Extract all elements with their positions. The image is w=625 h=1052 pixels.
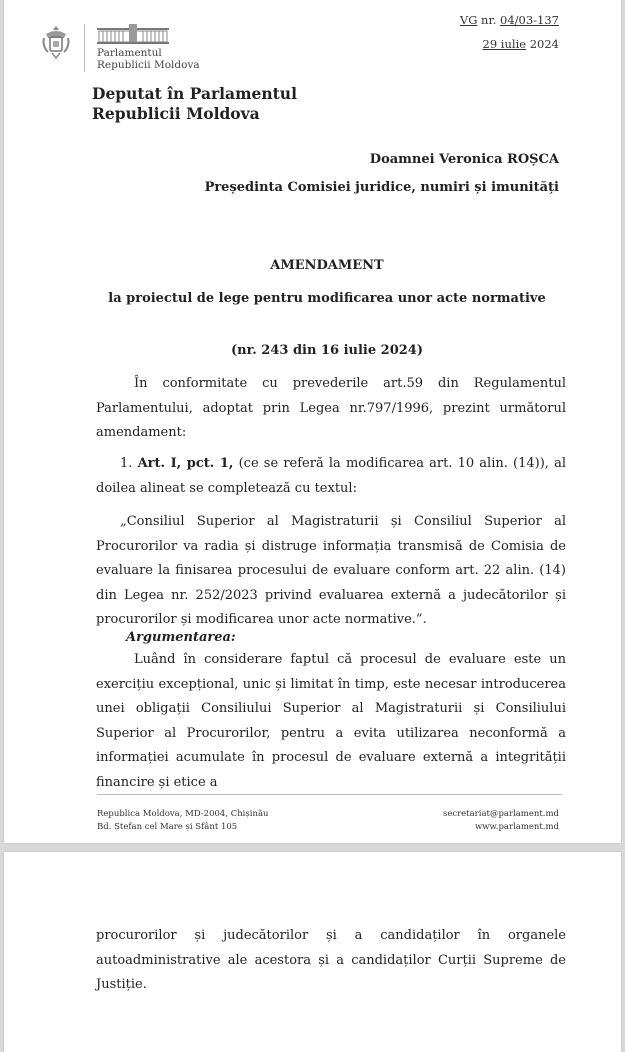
reference-number: VG nr. 04/03-137 xyxy=(459,13,559,27)
argument-paragraph: Luând în considerare faptul că procesul de evaluare este un exercițiu excepțional, unic și limitat în timp, este necesar introducerea unei obligații Consiliului Superior al Magistraturii și Consiliului Superior al Procurorilor, pentru a evita utilizarea neconformă a informației acumulate în procesul de evaluare externă a integrității financire și etice a xyxy=(96,652,566,790)
amendment-item: 1. Art. I, pct. 1, (ce se referă la modificarea art. 10 alin. (14)), al doilea alineat se completează cu textul: xyxy=(96,456,566,496)
footer-address: Republica Moldova, MD-2004, Chișinău Bd. Ștefan cel Mare și Sfânt 105 xyxy=(97,809,269,832)
draft-reference: (nr. 243 din 16 iulie 2024) xyxy=(231,343,423,358)
document-date: 29 iulie 2024 xyxy=(482,37,559,51)
document-page-1 xyxy=(4,0,621,843)
intro-paragraph: În conformitate cu prevederile art.59 din Regulamentul Parlamentului, adoptat prin Legea nr.797/1996, prezint următorul amendament: xyxy=(96,376,566,440)
document-heading: AMENDAMENT xyxy=(270,258,384,273)
amendment-quote: „Consiliul Superior al Magistraturii și Consiliul Superior al Procurorilor va radia și distruge informația transmisă de Comisia de evaluare la finisarea procesului de evaluare conform art. 22 alin. (14) din Legea nr. 252/2023 privind evaluarea externă a judecătorilor și procurorilor și modificarea unor acte normative.”. xyxy=(96,514,566,627)
sender-title: Deputat în Parlamentul Republicii Moldova xyxy=(92,84,297,123)
document-page-2 xyxy=(4,852,621,1052)
document-subtitle: la proiectul de lege pentru modificarea unor acte normative xyxy=(108,291,546,306)
addressee xyxy=(205,146,559,202)
addressee-name: Doamnei Veronica ROȘCA xyxy=(369,152,559,167)
footer-email[interactable]: secretariat@parlament.md xyxy=(442,809,559,819)
coat-of-arms-icon xyxy=(40,24,72,60)
document-reference xyxy=(460,10,559,54)
argument-continuation: procurorilor și judecătorilor și a candidaților în organele autoadministrative ale acestora și a candidaților Curții Supreme de Justiție. xyxy=(96,928,566,992)
parliament-building-icon xyxy=(97,24,169,44)
argument-heading: Argumentarea: xyxy=(126,630,236,645)
footer-divider xyxy=(97,794,562,795)
footer-website[interactable]: www.parlament.md xyxy=(474,822,559,832)
parliament-name: Parlamentul Republicii Moldova xyxy=(97,47,200,71)
footer-contacts xyxy=(443,808,559,834)
logo-separator xyxy=(84,24,85,72)
addressee-position: Președinta Comisiei juridice, numiri și imunități xyxy=(204,180,559,195)
